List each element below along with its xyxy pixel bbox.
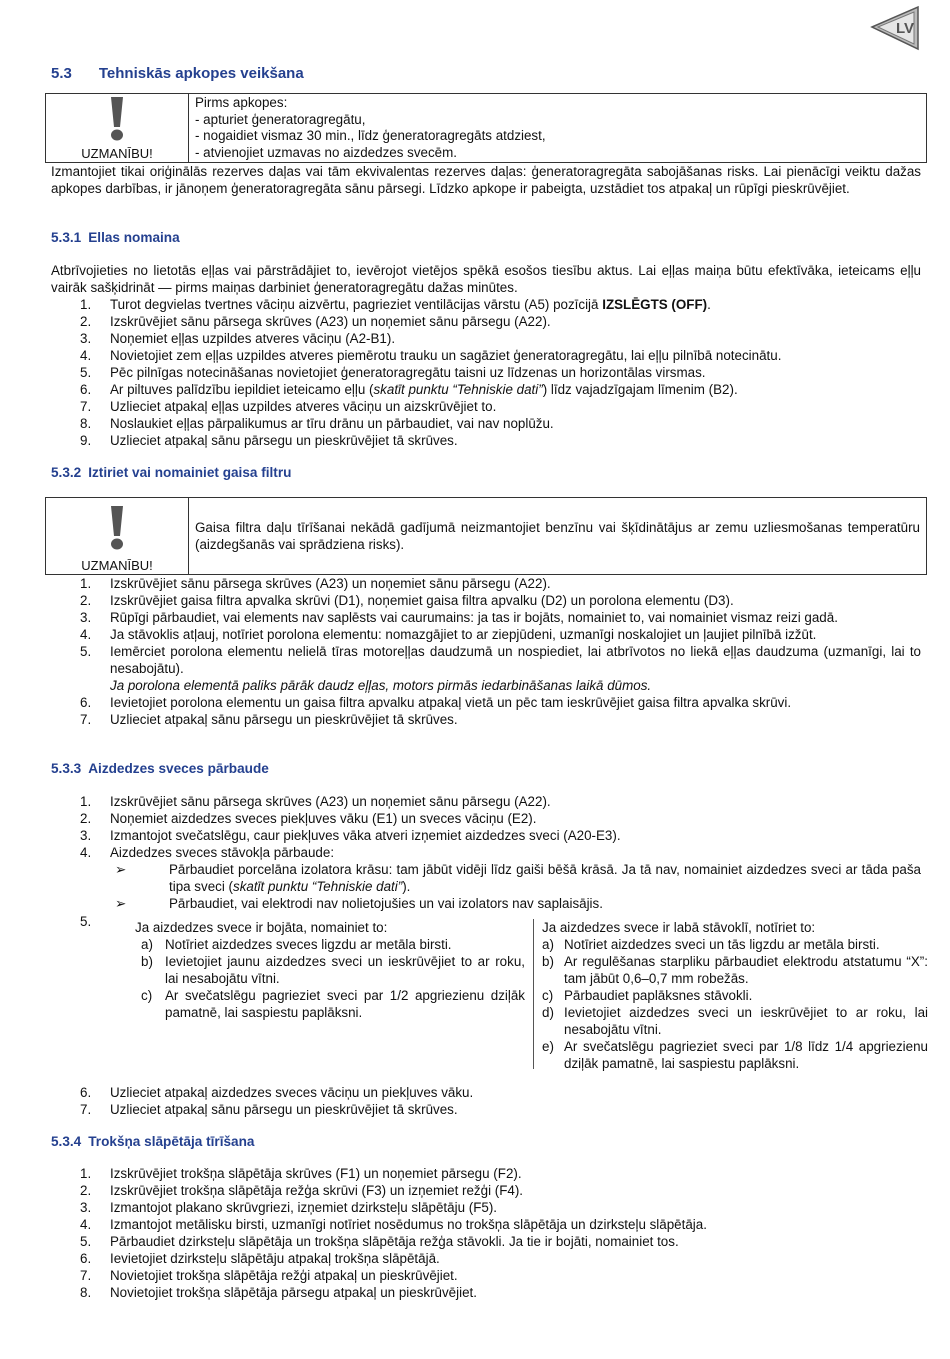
- text-span: Ievietojiet jaunu aizdedzes sveci un ieskrūvējiet to ar roku, lai nesabojātu vītni.: [165, 954, 525, 986]
- text-span: 8.: [80, 416, 92, 431]
- list-item: [51, 1267, 921, 1284]
- caution-label: UZMANĪBU!: [81, 558, 153, 573]
- text-span: 2.: [80, 1183, 92, 1198]
- section-number: 5.3.1: [51, 230, 82, 245]
- text-span: Novietojiet trokšņa slāpētāja pārsegu atpakaļ un pieskrūvējiet.: [110, 1285, 477, 1300]
- section-title: Iztiriet vai nomainiet gaisa filtru: [88, 465, 292, 480]
- text-span: 6.: [80, 382, 92, 397]
- list-item: [542, 987, 928, 1004]
- text-span: c): [542, 988, 554, 1003]
- text-span: c): [141, 988, 153, 1003]
- text-span: IZSLĒGTS (OFF): [602, 297, 708, 312]
- list-item: [51, 810, 921, 827]
- muffler-steps-list: [51, 1165, 921, 1301]
- section-number: 5.3.4: [51, 1134, 82, 1149]
- text-span: a): [542, 937, 554, 952]
- text-span: 7.: [80, 1102, 92, 1117]
- section-number: 5.3: [51, 65, 72, 82]
- text-span: 5.: [80, 365, 92, 380]
- list-item: [51, 1101, 921, 1118]
- list-item: [135, 987, 525, 1021]
- text-span: 2.: [80, 314, 92, 329]
- list-item: [51, 1250, 921, 1267]
- text-span: b): [542, 954, 554, 969]
- section-number: 5.3.2: [51, 465, 82, 480]
- text-span: Uzlieciet atpakaļ sānu pārsegu un pieskrūvējiet tā skrūves.: [110, 433, 458, 448]
- text-span: Uzlieciet atpakaļ sānu pārsegu un pieskrūvējiet tā skrūves.: [110, 712, 458, 727]
- list-item: [51, 1084, 921, 1101]
- exclamation-icon: [108, 505, 126, 551]
- spark-plug-final-steps: [51, 1084, 921, 1118]
- text-span: 7.: [80, 1268, 92, 1283]
- list-item: [542, 1038, 928, 1072]
- section-number: 5.3.3: [51, 761, 82, 776]
- text-span: Ievietojiet aizdedzes sveci un ieskrūvējiet to ar roku, lai nesabojātu vītni.: [564, 1005, 928, 1037]
- text-span: 4.: [80, 348, 92, 363]
- text-span: 5.: [80, 644, 92, 659]
- text-span: 3.: [80, 828, 92, 843]
- text-span: Ievietojiet dzirksteļu slāpētāju atpakaļ trokšņa slāpētājā.: [110, 1251, 440, 1266]
- section-title: Aizdedzes sveces pārbaude: [88, 761, 269, 776]
- option-steps: [135, 936, 525, 1021]
- note-text: Ja porolona elementā paliks pārāk daudz eļļas, motors pirmās iedarbināšanas laikā dūmos.: [110, 678, 652, 693]
- text-span: 2.: [80, 593, 92, 608]
- text-span: 6.: [80, 1085, 92, 1100]
- option-good: [534, 919, 928, 1072]
- text-span: Ja stāvoklis atļauj, notīriet porolona elementu: nomazgājiet to ar ziepjūdeni, uzmanīgi noskalojiet un ļaujiet pilnībā izžūt.: [110, 627, 817, 642]
- oil-steps-list: [51, 296, 921, 449]
- section-title: Ellas nomaina: [88, 230, 180, 245]
- text-span: 7.: [80, 399, 92, 414]
- list-item: [51, 1182, 921, 1199]
- caution-icon-cell: [46, 94, 189, 162]
- text-span: Aizdedzes sveces stāvokļa pārbaude:: [110, 845, 335, 860]
- text-span: Izskrūvējiet sānu pārsega skrūves (A23) un noņemiet sānu pārsegu (A22).: [110, 314, 551, 329]
- list-item: [51, 575, 921, 592]
- text-span: Izskrūvējiet trokšņa slāpētāja skrūves (F1) un noņemiet pārsegu (F2).: [110, 1166, 522, 1181]
- text-span: 1.: [80, 1166, 92, 1181]
- text-span: Uzlieciet atpakaļ aizdedzes sveces vāciņu un piekļuves vāku.: [110, 1085, 474, 1100]
- text-span: Ievietojiet porolona elementu un gaisa filtra apvalku atpakaļ vietā un pēc tam ieskrūvējiet gaisa filtra apvalka skrūvi.: [110, 695, 792, 710]
- list-item: [51, 296, 921, 313]
- text-span: Izmantojot plakano skrūvgriezi, izņemiet dzirksteļu slāpētāju (F5).: [110, 1200, 498, 1215]
- text-span: 5.: [80, 1234, 92, 1249]
- exclamation-icon: [108, 96, 126, 142]
- caution-line: - atvienojiet uzmavas no aizdedzes svecēm.: [195, 144, 457, 160]
- caution-text: [189, 94, 926, 162]
- spark-plug-steps-list: [51, 793, 921, 912]
- list-item: [110, 861, 921, 895]
- caution-line: Pirms apkopes:: [195, 95, 288, 110]
- list-item: [51, 381, 921, 398]
- text-span: Izmantojot svečatslēgu, caur piekļuves vāka atveri izņemiet aizdedzes sveci (A20-E3).: [110, 828, 621, 843]
- text-span: 3.: [80, 1200, 92, 1215]
- list-item: [51, 432, 921, 449]
- language-badge-lv: [870, 5, 922, 51]
- text-span: Iemērciet porolona elementu nelielā tīras motoreļļas daudzumā un nospiediet, lai atbrīvotos no liekā eļļas daudzuma (uzmanīgi, lai to nesabojātu).: [110, 644, 921, 676]
- air-filter-steps-list: [51, 575, 921, 728]
- text-span: Pārbaudiet, vai elektrodi nav nolietojušies un vai izolators nav saplaisājis.: [169, 896, 603, 911]
- list-item: [51, 415, 921, 432]
- text-span: ).: [402, 879, 411, 894]
- list-item: [542, 936, 928, 953]
- list-item: [51, 793, 921, 810]
- option-damaged: [135, 919, 534, 1069]
- text-span: Novietojiet trokšņa slāpētāja režģi atpakaļ un pieskrūvējiet.: [110, 1268, 458, 1283]
- text-span: 1.: [80, 794, 92, 809]
- list-item: [51, 1284, 921, 1301]
- option-heading: Ja aizdedzes svece ir labā stāvoklī, notīriet to:: [542, 920, 816, 935]
- text-span: skatīt punktu “Tehniskie dati”: [233, 879, 403, 894]
- option-steps: [542, 936, 928, 1072]
- text-span: Pēc pilnīgas notecināšanas novietojiet ģeneratoragregātu taisni uz līdzenas un horizontālas virsmas.: [110, 365, 706, 380]
- arrow-bullet-icon: ➢: [115, 862, 127, 877]
- caution-icon-cell: [46, 498, 189, 574]
- text-span: Notīriet aizdedzes sveci un tās ligzdu ar metāla birsti.: [564, 937, 880, 952]
- text-span: 8.: [80, 1285, 92, 1300]
- text-span: ) līdz vajadzīgajam līmenim (B2).: [542, 382, 738, 397]
- text-span: .: [707, 297, 711, 312]
- caution-box: [45, 93, 927, 163]
- list-item: [51, 1199, 921, 1216]
- section-title: Trokšņa slāpētāja tīrīšana: [88, 1134, 255, 1149]
- text-span: 3.: [80, 331, 92, 346]
- text-span: 1.: [80, 576, 92, 591]
- text-span: 2.: [80, 811, 92, 826]
- text-span: Noslaukiet eļļas pārpalikumus ar tīru drānu un pārbaudiet, vai nav noplūžu.: [110, 416, 554, 431]
- list-item: [51, 347, 921, 364]
- text-span: 4.: [80, 845, 92, 860]
- caution-text: Gaisa filtra daļu tīrīšanai nekādā gadījumā neizmantojiet benzīnu vai šķīdinātājus ar zemu uzliesmošanas temperatūru (aizdegšanās vai sprādziena risks).: [195, 520, 920, 552]
- list-item: [51, 711, 921, 728]
- text-span: Ar piltuves palīdzību iepildiet ieteicamo eļļu (: [110, 382, 374, 397]
- list-item: [51, 398, 921, 415]
- list-item: [51, 643, 921, 694]
- text-span: 7.: [80, 712, 92, 727]
- arrow-bullet-icon: ➢: [115, 896, 127, 911]
- text-span: Novietojiet zem eļļas uzpildes atveres piemērotu trauku un sagāziet ģeneratoragregātu, lai eļļu pilnībā notecinātu.: [110, 348, 782, 363]
- text-span: 6.: [80, 1251, 92, 1266]
- caution-box: [45, 497, 927, 575]
- caution-line: - nogaidiet vismaz 30 min., līdz ģeneratoragregāts atdziest,: [195, 128, 546, 143]
- text-span: Uzlieciet atpakaļ eļļas uzpildes atveres vāciņu un aizskrūvējiet to.: [110, 399, 497, 414]
- section-title: Tehniskās apkopes veikšana: [98, 65, 304, 82]
- check-list: [110, 861, 921, 912]
- intro-paragraph: Izmantojiet tikai oriģinālās rezerves daļas vai tām ekvivalentas rezerves daļas: ģeneratoragregāta sabojāšanas risks. Lai pienācīgi veiktu dažas apkopes darbības, ir jānoņem ģeneratoragregāta sānu pārsegi. Līdzko apkope ir pabeigta, uzstādiet tos atpakaļ un rūpīgi pieskrūvējiet.: [51, 164, 921, 196]
- step-number: 5.: [80, 914, 92, 929]
- text-span: 9.: [80, 433, 92, 448]
- list-item: [51, 1216, 921, 1233]
- text-span: Pārbaudiet paplāksnes stāvokli.: [564, 988, 753, 1003]
- list-item: [51, 364, 921, 381]
- text-span: Turot degvielas tvertnes vāciņu aizvērtu, pagrieziet ventilācijas vārstu (A5) pozīcijā: [110, 297, 603, 312]
- text-span: skatīt punktu “Tehniskie dati”: [373, 382, 543, 397]
- text-span: Ar regulēšanas starpliku pārbaudiet elektrodu atstatumu “X”: tam jābūt 0,6–0,7 mm robežās.: [564, 954, 928, 986]
- list-item: [51, 1233, 921, 1250]
- text-span: Pārbaudiet porcelāna izolatora krāsu: tam jābūt vidēji līdz gaiši bēšā krāsā. Ja tā nav, nomainiet aizdedzes sveci ar tāda paša tipa sveci (: [169, 862, 921, 894]
- text-span: Noņemiet eļļas uzpildes atveres vāciņu (A2-B1).: [110, 331, 396, 346]
- text-span: 4.: [80, 627, 92, 642]
- text-span: e): [542, 1039, 554, 1054]
- caution-label: UZMANĪBU!: [81, 146, 153, 161]
- text-span: Pārbaudiet dzirksteļu slāpētāja un trokšņa slāpētāja režģa stāvokli. Ja tie ir bojāti, nomainiet tos.: [110, 1234, 679, 1249]
- list-item: [51, 330, 921, 347]
- text-span: Rūpīgi pārbaudiet, vai elements nav saplēsts vai caurumains: ja tas ir bojāts, nomainiet to, vai nomainiet vismaz reizi gadā.: [110, 610, 838, 625]
- caution-line: - apturiet ģeneratoragregātu,: [195, 111, 366, 127]
- list-item: [51, 609, 921, 626]
- text-span: 6.: [80, 695, 92, 710]
- text-span: a): [141, 937, 153, 952]
- text-span: Uzlieciet atpakaļ sānu pārsegu un pieskrūvējiet tā skrūves.: [110, 1102, 458, 1117]
- spark-plug-options: [135, 919, 928, 1072]
- list-item: [51, 694, 921, 711]
- list-item: [51, 844, 921, 912]
- section-heading-5-3-2: [51, 465, 291, 480]
- text-span: Ar svečatslēgu pagrieziet sveci par 1/2 apgriezienu dziļāk pamatnē, lai saspiestu paplāksni.: [165, 988, 525, 1020]
- list-item: [110, 895, 921, 912]
- text-span: Izskrūvējiet trokšņa slāpētāja režģa skrūvi (F3) un izņemiet režģi (F4).: [110, 1183, 524, 1198]
- list-item: [51, 313, 921, 330]
- section-heading-5-3-1: [51, 230, 180, 245]
- text-span: Izskrūvējiet sānu pārsega skrūves (A23) un noņemiet sānu pārsegu (A22).: [110, 576, 551, 591]
- badge-text: LV: [896, 20, 915, 37]
- text-span: Notīriet aizdedzes sveces ligzdu ar metāla birsti.: [165, 937, 452, 952]
- text-span: Izskrūvējiet sānu pārsega skrūves (A23) un noņemiet sānu pārsegu (A22).: [110, 794, 551, 809]
- text-span: Noņemiet aizdedzes sveces piekļuves vāku (E1) un sveces vāciņu (E2).: [110, 811, 537, 826]
- text-span: b): [141, 954, 153, 969]
- oil-paragraph: Atbrīvojieties no lietotās eļļas vai pārstrādājiet to, ievērojot vietējos spēkā esošos tiesību aktus. Lai eļļas maiņa būtu efektīvāka, ieteicams eļļu vairāk sašķidrināt — pirms maiņas darbiniet ģeneratoragregātu dažas minūtes.: [51, 263, 921, 295]
- text-span: Izmantojot metālisku birsti, uzmanīgi notīriet nosēdumus no trokšņa slāpētāja un dzirksteļu slāpētāja.: [110, 1217, 707, 1232]
- list-item: [51, 626, 921, 643]
- list-item: [542, 953, 928, 987]
- text-span: d): [542, 1005, 554, 1020]
- text-span: Ar svečatslēgu pagrieziet sveci par 1/8 līdz 1/4 apgriezienu dziļāk pamatnē, lai saspiestu paplāksni.: [564, 1039, 928, 1071]
- text-span: Izskrūvējiet gaisa filtra apvalka skrūvi (D1), noņemiet gaisa filtra apvalku (D2) un porolona elementu (D3).: [110, 593, 734, 608]
- list-item: [51, 592, 921, 609]
- option-heading: Ja aizdedzes svece ir bojāta, nomainiet to:: [135, 920, 388, 935]
- list-item: [51, 1165, 921, 1182]
- text-span: 1.: [80, 297, 92, 312]
- list-item: [542, 1004, 928, 1038]
- text-span: 4.: [80, 1217, 92, 1232]
- list-item: [135, 936, 525, 953]
- section-heading-5-3: [51, 65, 304, 82]
- list-item: [51, 827, 921, 844]
- text-span: 3.: [80, 610, 92, 625]
- section-heading-5-3-4: [51, 1134, 254, 1149]
- list-item: [135, 953, 525, 987]
- section-heading-5-3-3: [51, 761, 269, 776]
